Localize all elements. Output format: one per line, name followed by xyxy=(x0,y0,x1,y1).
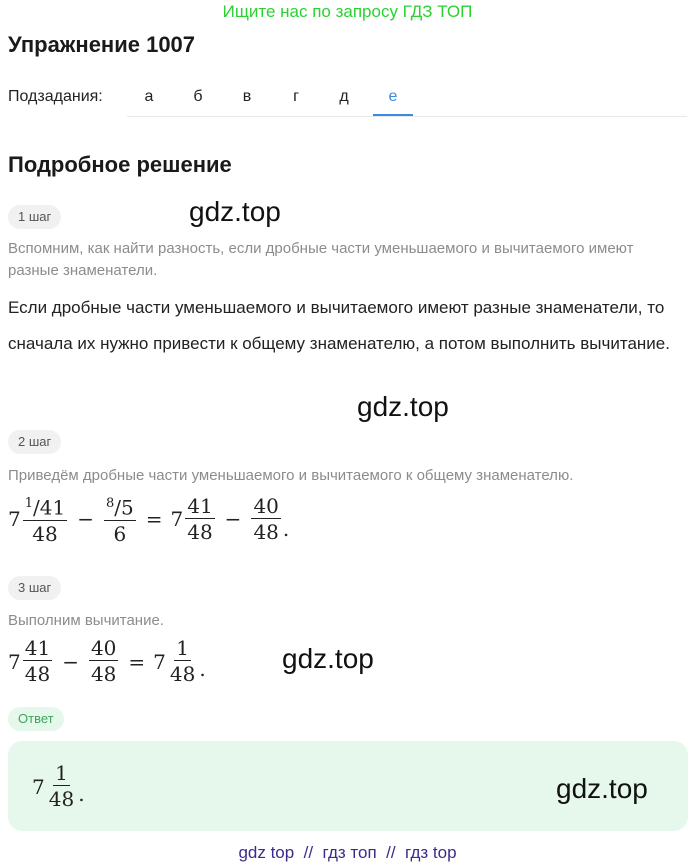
step-hint: Вспомним, как найти разность, если дробные части уменьшаемого и вычитаемого имеют разные знаменатели. xyxy=(8,240,634,279)
fraction: $\frac{40}{48}$ xyxy=(253,493,279,544)
promo-banner[interactable]: Ищите нас по запросу ГДЗ ТОП xyxy=(222,2,473,21)
minus-sign: − xyxy=(62,649,79,674)
whole-part: 7 xyxy=(170,507,184,532)
step-badge: 3 шаг xyxy=(8,576,61,600)
tab-g[interactable]: г xyxy=(293,88,299,105)
watermark: gdz.top xyxy=(189,196,281,227)
watermark: gdz.top xyxy=(556,773,648,804)
page-title: Упражнение 1007 xyxy=(8,32,196,57)
period: . xyxy=(282,516,290,541)
answer-badge: Ответ xyxy=(8,707,64,731)
tab-e[interactable]: е xyxy=(388,88,398,105)
step-formula xyxy=(8,636,206,687)
whole-part: 7 xyxy=(8,649,21,674)
answer-formula xyxy=(32,761,85,812)
watermark: gdz.top xyxy=(282,643,374,674)
fraction: $\frac{41}{48}$ xyxy=(24,636,51,686)
step-text: Если дробные части уменьшаемого и вычитаемого имеют разные знаменатели, то сначала их нужно привести к общему знаменателю, а потом выполнить вычитание. xyxy=(8,298,670,353)
step-badge: 1 шаг xyxy=(8,205,61,229)
tab-d[interactable]: д xyxy=(339,88,349,105)
step-formula xyxy=(8,492,289,547)
tab-a[interactable]: а xyxy=(144,88,154,105)
tab-b[interactable]: б xyxy=(193,88,203,105)
fraction: $\frac{41}{48}$ xyxy=(187,493,213,544)
step-hint: Приведём дробные части уменьшаемого и вычитаемого к общему знаменателю. xyxy=(8,467,574,484)
equals-sign: = xyxy=(145,507,163,532)
fraction: $\frac{^1/41}{48}$ xyxy=(23,492,67,547)
period: . xyxy=(199,657,206,681)
subtasks-label: Подзадания: xyxy=(8,88,103,105)
tab-v[interactable]: в xyxy=(242,88,252,105)
step-hint: Выполним вычитание. xyxy=(8,612,164,629)
period: . xyxy=(78,782,85,806)
section-title: Подробное решение xyxy=(8,152,232,177)
footer-links[interactable]: gdz top // гдз топ // гдз top xyxy=(238,843,457,862)
equals-sign: = xyxy=(128,649,146,674)
step-badge: 2 шаг xyxy=(8,430,61,454)
whole-part: 7 xyxy=(153,649,166,674)
active-tab-indicator xyxy=(373,114,413,116)
whole-part: 7 xyxy=(8,507,21,532)
answer-box xyxy=(8,741,688,831)
fraction: $\frac{40}{48}$ xyxy=(90,636,117,686)
whole-part: 7 xyxy=(32,774,45,799)
fraction: $\frac{1}{48}$ xyxy=(48,761,75,811)
watermark: gdz.top xyxy=(357,391,449,422)
subtasks-tabs xyxy=(127,80,687,117)
minus-sign: − xyxy=(224,507,242,532)
fraction: $\frac{1}{48}$ xyxy=(169,636,196,686)
minus-sign: − xyxy=(77,507,94,532)
fraction: $\frac{^8/5}{6}$ xyxy=(104,492,136,547)
